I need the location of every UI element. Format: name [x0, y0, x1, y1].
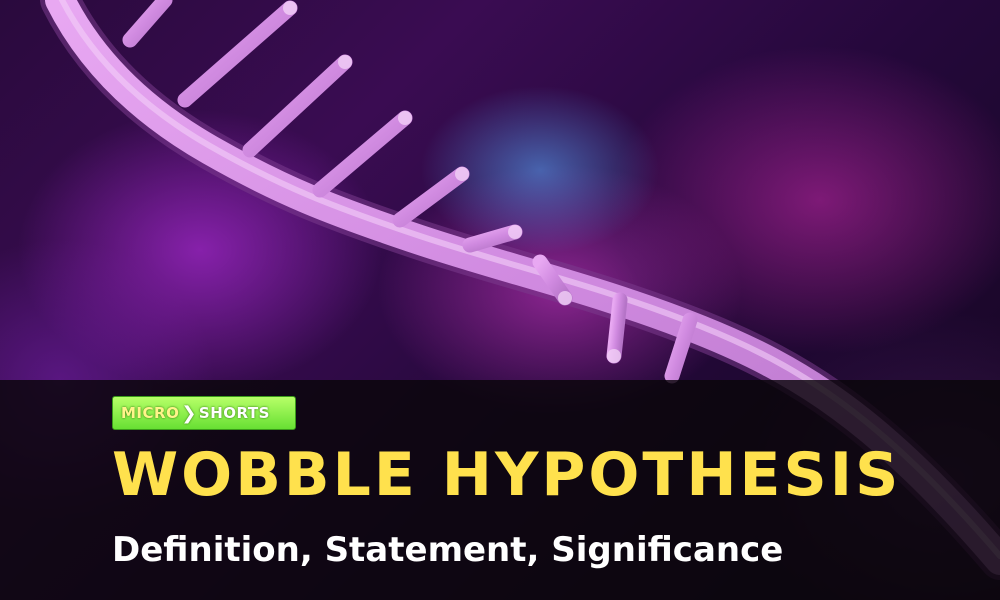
chevron-right-icon: ❯ — [181, 402, 197, 424]
microshorts-logo — [112, 396, 296, 430]
logo-text-right: SHORTS — [198, 404, 270, 422]
logo-text-left: MICRO — [121, 404, 180, 422]
headline-title: WOBBLE HYPOTHESIS — [112, 440, 902, 510]
headline-subtitle: Definition, Statement, Significance — [112, 530, 784, 570]
